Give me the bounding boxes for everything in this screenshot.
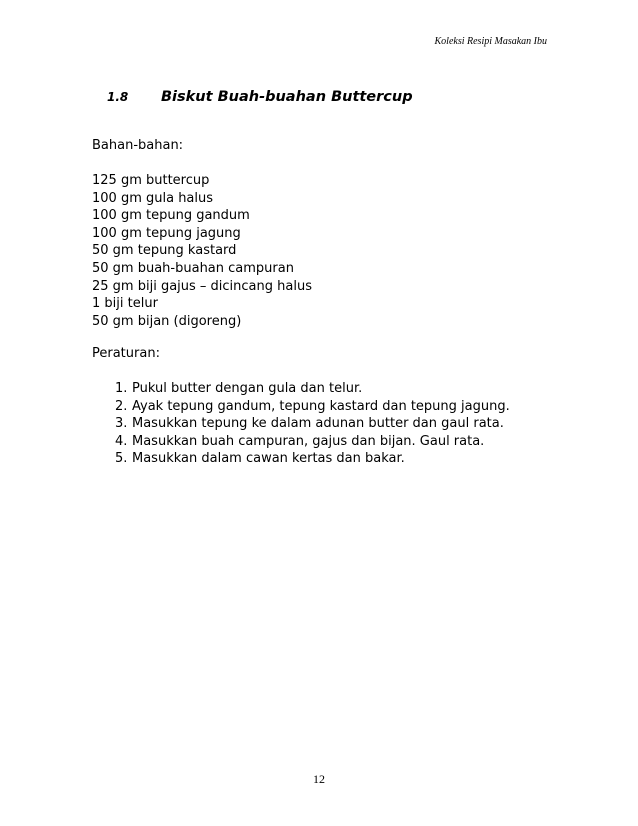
method-step <box>115 380 510 398</box>
step-text: Masukkan dalam cawan kertas dan bakar. <box>132 451 405 467</box>
step-number: 5. <box>115 451 128 467</box>
page-number: 12 <box>313 772 325 786</box>
ingredients-label: Bahan-bahan: <box>92 138 184 153</box>
step-number: 2. <box>115 398 128 414</box>
method-label: Peraturan: <box>92 346 160 361</box>
step-number: 1. <box>115 381 128 396</box>
ingredient-item: 50 gm bijan (digoreng) <box>92 313 242 329</box>
ingredient-item: 125 gm buttercup <box>92 173 210 188</box>
step-number: 3. <box>115 416 128 432</box>
ingredient-item: 1 biji telur <box>92 296 158 312</box>
step-text: Masukkan tepung ke dalam adunan butter dan gaul rata. <box>132 416 504 432</box>
ingredient-item: 100 gm gula halus <box>92 190 214 206</box>
ingredients-list <box>92 172 312 330</box>
ingredient-item: 25 gm biji gajus – dicincang halus <box>92 278 312 294</box>
ingredient-item: 100 gm tepung jagung <box>92 225 241 241</box>
step-text: Ayak tepung gandum, tepung kastard dan tepung jagung. <box>132 398 510 414</box>
ingredient-item: 100 gm tepung gandum <box>92 208 250 224</box>
method-steps-list <box>115 380 510 468</box>
method-step <box>115 450 510 468</box>
section-number: 1.8 <box>107 90 129 104</box>
step-text: Masukkan buah campuran, gajus dan bijan. Gaul rata. <box>132 433 485 449</box>
method-step <box>115 415 510 433</box>
section-title: Biskut Buah-buahan Buttercup <box>161 89 413 105</box>
ingredient-item: 50 gm tepung kastard <box>92 243 237 259</box>
method-step <box>115 398 510 416</box>
section-heading <box>107 86 413 105</box>
step-text: Pukul butter dengan gula dan telur. <box>132 381 363 396</box>
method-step <box>115 433 510 451</box>
ingredient-item: 50 gm buah-buahan campuran <box>92 260 294 276</box>
step-number: 4. <box>115 433 128 449</box>
running-header: Koleksi Resipi Masakan Ibu <box>434 36 547 47</box>
